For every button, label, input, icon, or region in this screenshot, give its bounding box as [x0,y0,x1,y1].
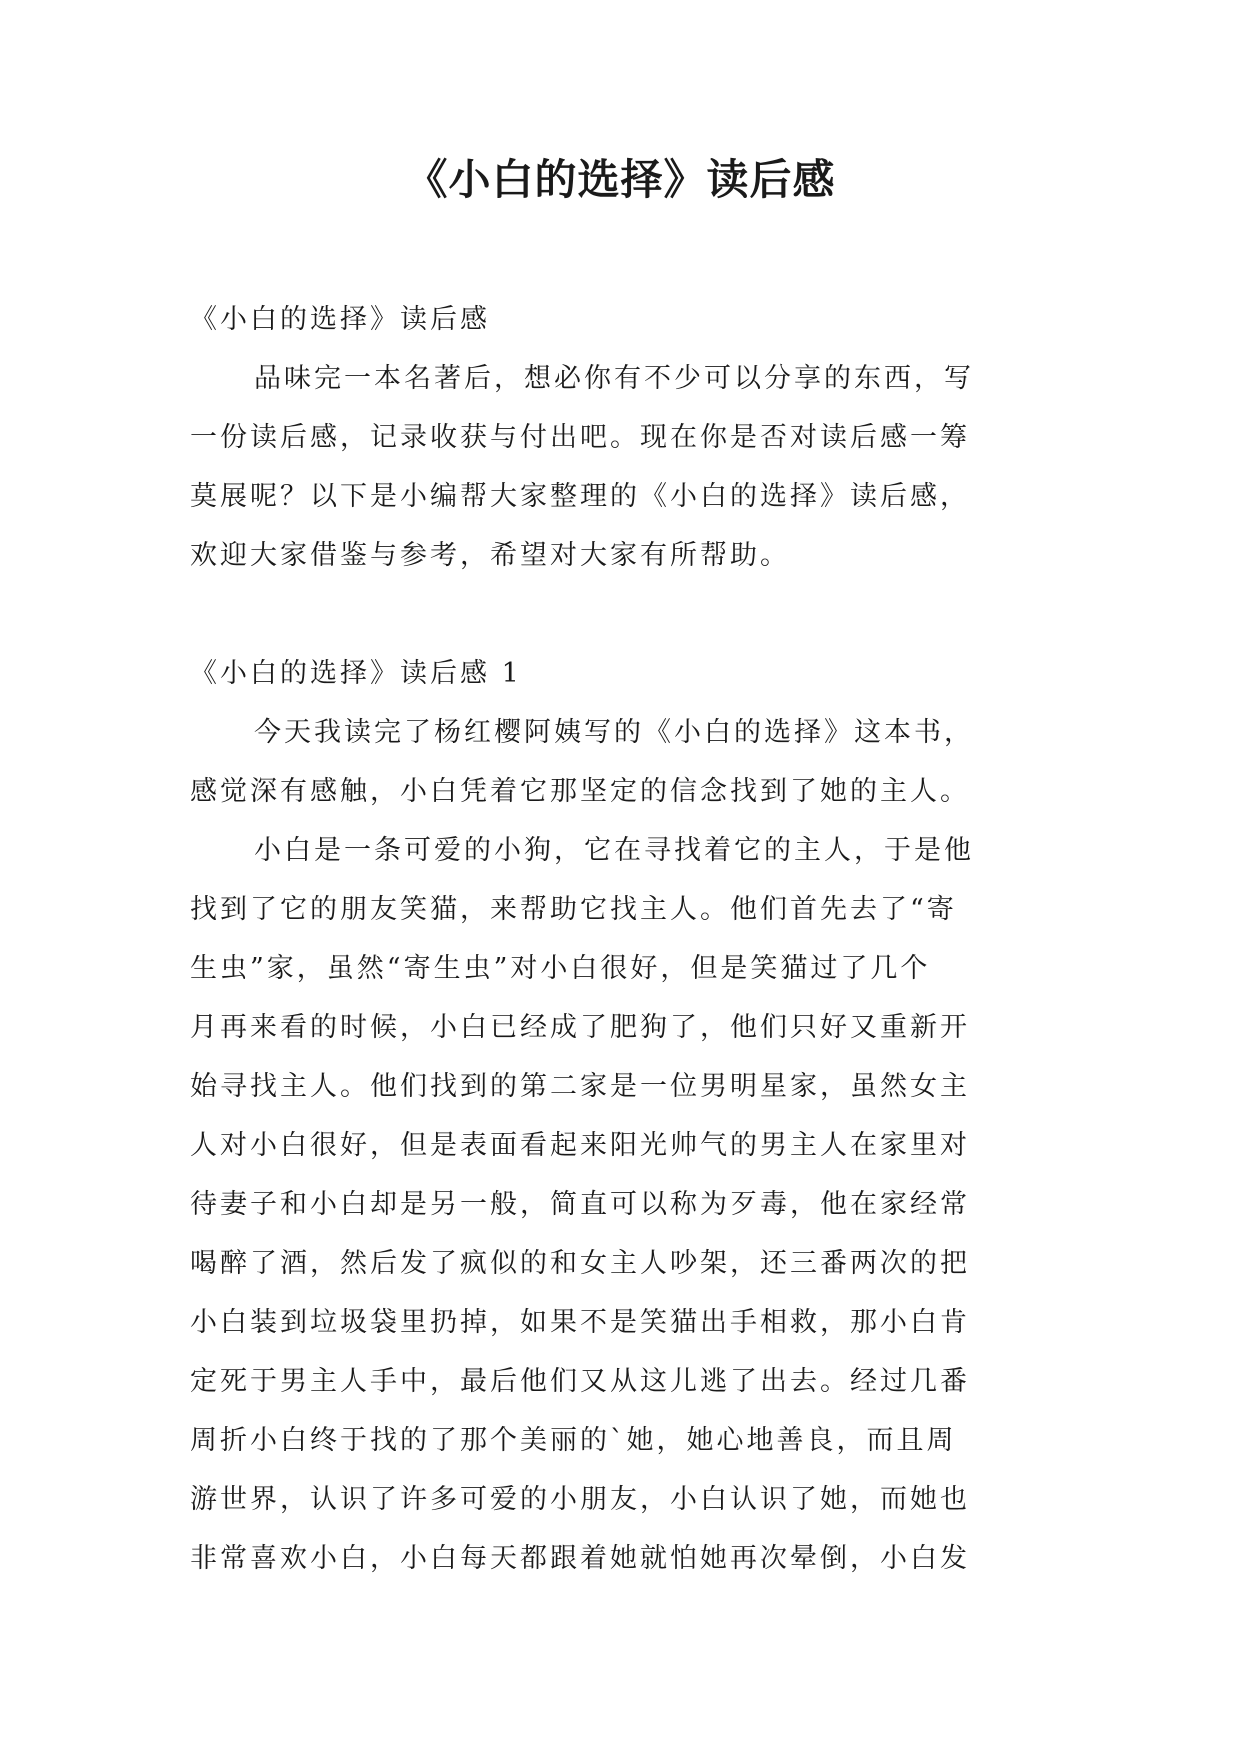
paragraph-line: 游世界，认识了许多可爱的小朋友，小白认识了她，而她也 [190,1484,970,1515]
paragraph-line: 定死于男主人手中，最后他们又从这儿逃了出去。经过几番 [190,1366,970,1397]
paragraph-line: 周折小白终于找的了那个美丽的`她，她心地善良，而且周 [190,1425,957,1456]
intro-line: 一份读后感，记录收获与付出吧。现在你是否对读后感一筹 [190,422,970,453]
document-title: 《小白的选择》读后感 [405,155,836,204]
intro-line: 欢迎大家借鉴与参考，希望对大家有所帮助。 [190,540,790,571]
intro-line: 品味完一本名著后，想必你有不少可以分享的东西，写 [254,363,974,394]
paragraph-line: 小白是一条可爱的小狗，它在寻找着它的主人，于是他 [254,835,974,866]
section-gap [190,585,1050,644]
paragraph-line: 生虫”家，虽然“寄生虫”对小白很好，但是笑猫过了几个 [190,953,931,984]
paragraph-line: 非常喜欢小白，小白每天都跟着她就怕她再次晕倒，小白发 [190,1543,970,1574]
intro-heading: 《小白的选择》读后感 [190,304,490,335]
paragraph-line: 今天我读完了杨红樱阿姨写的《小白的选择》这本书， [254,717,974,748]
paragraph-line: 小白装到垃圾袋里扔掉，如果不是笑猫出手相救，那小白肯 [190,1307,970,1338]
paragraph-line: 待妻子和小白却是另一般，简直可以称为歹毒，他在家经常 [190,1189,970,1220]
paragraph-line: 喝醉了酒，然后发了疯似的和女主人吵架，还三番两次的把 [190,1248,970,1279]
intro-line: 莫展呢？以下是小编帮大家整理的《小白的选择》读后感， [190,481,970,512]
paragraph-line: 月再来看的时候，小白已经成了肥狗了，他们只好又重新开 [190,1012,970,1043]
paragraph-line: 找到了它的朋友笑猫，来帮助它找主人。他们首先去了“寄 [190,894,957,925]
paragraph-line: 始寻找主人。他们找到的第二家是一位男明星家，虽然女主 [190,1071,970,1102]
paragraph-line: 感觉深有感触，小白凭着它那坚定的信念找到了她的主人。 [190,776,970,807]
section-heading: 《小白的选择》读后感 1 [190,658,522,689]
paragraph-line: 人对小白很好，但是表面看起来阳光帅气的男主人在家里对 [190,1130,970,1161]
document-body [190,290,1050,1588]
